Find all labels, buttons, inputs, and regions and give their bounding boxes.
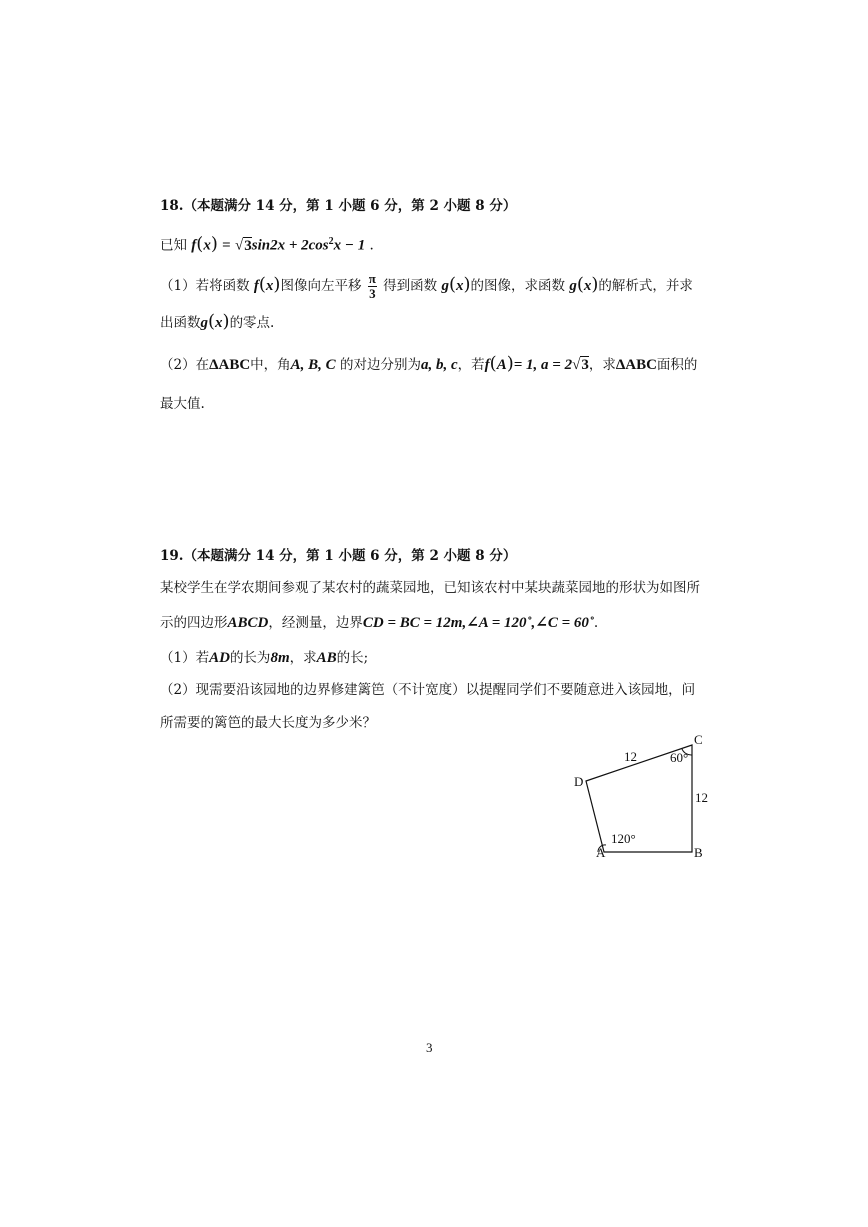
q18-header: 18.（本题满分 14 分，第 1 小题 6 分，第 2 小题 8 分） bbox=[160, 198, 517, 214]
label-c: C bbox=[694, 732, 703, 747]
q19-line1: 某校学生在学农期间参观了某农村的蔬菜园地，已知该农村中某块蔬菜园地的形状为如图所 bbox=[160, 580, 700, 596]
q19-part1: （1）若AD的长为8m，求AB的长; bbox=[160, 650, 369, 666]
q19-part2-line1: （2）现需要沿该园地的边界修建篱笆（不计宽度）以提醒同学们不要随意进入该园地，问 bbox=[160, 682, 696, 698]
quadrilateral-figure bbox=[560, 725, 730, 875]
label-d: D bbox=[574, 774, 584, 789]
label-a: A bbox=[596, 845, 606, 860]
q19-part2-line2: 所需要的篱笆的最大长度为多少米？ bbox=[160, 715, 376, 731]
q18-part1-line1: （1）若将函数 f(x)图像向左平移 $\frac{\pi}{3}$ 得到函数 g(x)的图像，求函数 g(x)的解析式，并求 bbox=[160, 271, 693, 301]
page-number: 3 bbox=[426, 1040, 433, 1055]
label-b: B bbox=[694, 845, 703, 860]
pi-over-3-fraction: $\frac{\pi}{3}$ bbox=[368, 271, 376, 301]
q18-part2-line2: 最大值. bbox=[160, 396, 205, 412]
cd-length-label: 12 bbox=[624, 749, 637, 764]
bc-length-label: 12 bbox=[695, 790, 708, 805]
angle-a-label: 120° bbox=[611, 831, 636, 846]
q18-given: 已知 $f(x) = √3\sin 2x + 2\cos^2x - 1$ . bbox=[160, 233, 374, 255]
q18-part2-line1: （2）在ΔABC中，角A, B, C 的对边分别为a, b, c，若f(A)= 1, a = 2√3，求ΔABC面积的 bbox=[160, 353, 698, 374]
q19-line2: 示的四边形ABCD，经测量，边界CD = BC = 12m,∠A = 120˚,∠C = 60˚. bbox=[160, 615, 599, 631]
angle-c-label: 60° bbox=[670, 750, 689, 765]
q19-header: 19.（本题满分 14 分，第 1 小题 6 分，第 2 小题 8 分） bbox=[160, 548, 517, 564]
q18-part1-line2: 出函数g(x)的零点. bbox=[160, 311, 275, 332]
